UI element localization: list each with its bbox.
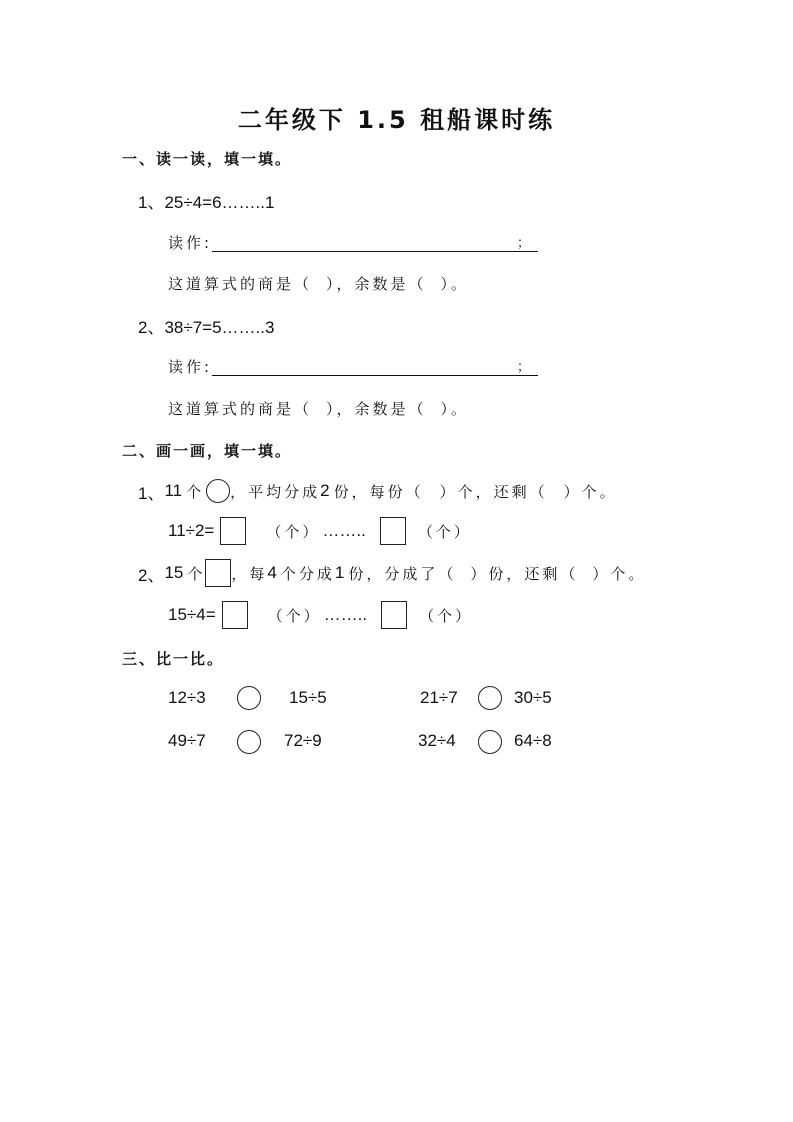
- s1-q1-sentence-end: ）。: [440, 275, 470, 293]
- s1-q2-sentence: [168, 398, 469, 419]
- s2-q1-text-d: ）个。: [563, 482, 618, 501]
- s2-q2-remainder-box[interactable]: [381, 601, 407, 629]
- s2-q1-count: 11: [164, 481, 183, 500]
- s2-q2-unit-paren2: （个）: [419, 606, 474, 625]
- s1-q1-remainder-prefix: ），余数是（: [326, 275, 427, 293]
- s1-q1-equation-text: 25÷4=6……..1: [164, 193, 275, 212]
- s1-q2-quotient-prefix: 这道算式的商是（: [168, 400, 313, 418]
- compare-r1-b-circle[interactable]: [478, 686, 502, 710]
- s1-q2-read-end: ；: [517, 360, 531, 375]
- s2-q1-equation: 11÷2=: [168, 521, 215, 540]
- compare-r1-a-left: 12÷3: [168, 688, 206, 707]
- compare-r1-b-left: 21÷7: [420, 688, 458, 707]
- s2-q2-text-c: 份，分成了（: [348, 564, 457, 583]
- s2-q1-remainder-box[interactable]: [380, 517, 406, 545]
- s2-q1-equation-row: [168, 516, 472, 546]
- s2-q2-unit: 个: [187, 564, 206, 583]
- s2-q1-text-b: 份，每份（: [333, 482, 424, 501]
- compare-r1-b-right: 30÷5: [514, 688, 552, 707]
- s1-q1-read-answer-line[interactable]: [212, 233, 538, 252]
- compare-r2-a-circle[interactable]: [237, 730, 261, 754]
- compare-r2-a-left: 49÷7: [168, 731, 206, 750]
- s2-q1-label: 1、: [138, 483, 165, 503]
- s1-q1-quotient-prefix: 这道算式的商是（: [168, 275, 313, 293]
- s2-q2-text-d: ）份，还剩（: [470, 564, 579, 583]
- square-shape-icon: [205, 559, 231, 587]
- s2-q1-quotient-box[interactable]: [220, 517, 246, 545]
- s2-q1-dots: ……..: [322, 521, 366, 540]
- section2-heading: 二、画一画，填一填。: [122, 442, 293, 460]
- s2-q2-group-size: 4: [267, 563, 277, 582]
- s2-q2-text-b: 个分成: [280, 564, 335, 583]
- s2-q1-row: [138, 478, 618, 504]
- s2-q1-parts: 2: [320, 481, 330, 500]
- s1-q1-label: 1、: [138, 193, 165, 212]
- s1-q2-remainder-prefix: ），余数是（: [326, 400, 427, 418]
- s1-q2-equation-text: 38÷7=5……..3: [164, 318, 275, 337]
- s2-q2-dots: ……..: [323, 605, 368, 624]
- s1-q2-read-label: 读作:: [168, 358, 213, 376]
- s1-q2-sentence-end: ）。: [440, 400, 470, 418]
- s2-q2-unit-paren: （个）: [267, 606, 322, 625]
- s2-q2-text-e: ）个。: [592, 564, 647, 583]
- s1-q1-sentence: [168, 273, 469, 294]
- s2-q1-text-c: ）个，还剩（: [439, 482, 548, 501]
- section1-heading: 一、读一读，填一填。: [122, 150, 293, 168]
- s2-q2-count: 15: [164, 563, 184, 582]
- s1-q1-read-row: [168, 232, 538, 253]
- s2-q1-text-a: ，平均分成: [230, 482, 321, 501]
- circle-shape-icon: [206, 479, 230, 503]
- s2-q1-unit: 个: [186, 482, 205, 501]
- s2-q2-equation: 15÷4=: [168, 605, 216, 624]
- s1-q2-label: 2、: [138, 318, 165, 337]
- page-title: 二年级下 1.5 租船课时练: [237, 106, 556, 134]
- section3-heading: 三、比一比。: [122, 650, 225, 668]
- s1-q1-equation: [138, 188, 274, 213]
- s2-q2-row: [138, 558, 646, 588]
- s1-q2-read-row: [168, 356, 538, 377]
- s2-q2-text-a: ，每: [231, 564, 268, 583]
- s2-q2-equation-row: [168, 600, 473, 630]
- s2-q1-unit-paren2: （个）: [417, 522, 472, 541]
- compare-r1-a-right: 15÷5: [289, 688, 327, 707]
- s2-q1-unit-paren: （个）: [266, 522, 321, 541]
- s2-q2-quotient-box[interactable]: [222, 601, 248, 629]
- s1-q2-equation: [138, 313, 274, 338]
- compare-r2-b-circle[interactable]: [478, 730, 502, 754]
- compare-r2-b-right: 64÷8: [514, 731, 552, 750]
- compare-r2-a-right: 72÷9: [284, 731, 322, 750]
- compare-r2-b-left: 32÷4: [418, 731, 456, 750]
- s2-q2-label: 2、: [138, 565, 165, 585]
- s1-q2-read-answer-line[interactable]: [212, 357, 538, 376]
- s2-q2-one: 1: [334, 563, 345, 582]
- compare-r1-a-circle[interactable]: [237, 686, 261, 710]
- s1-q1-read-label: 读作:: [168, 234, 213, 252]
- s1-q1-read-end: ；: [517, 236, 531, 251]
